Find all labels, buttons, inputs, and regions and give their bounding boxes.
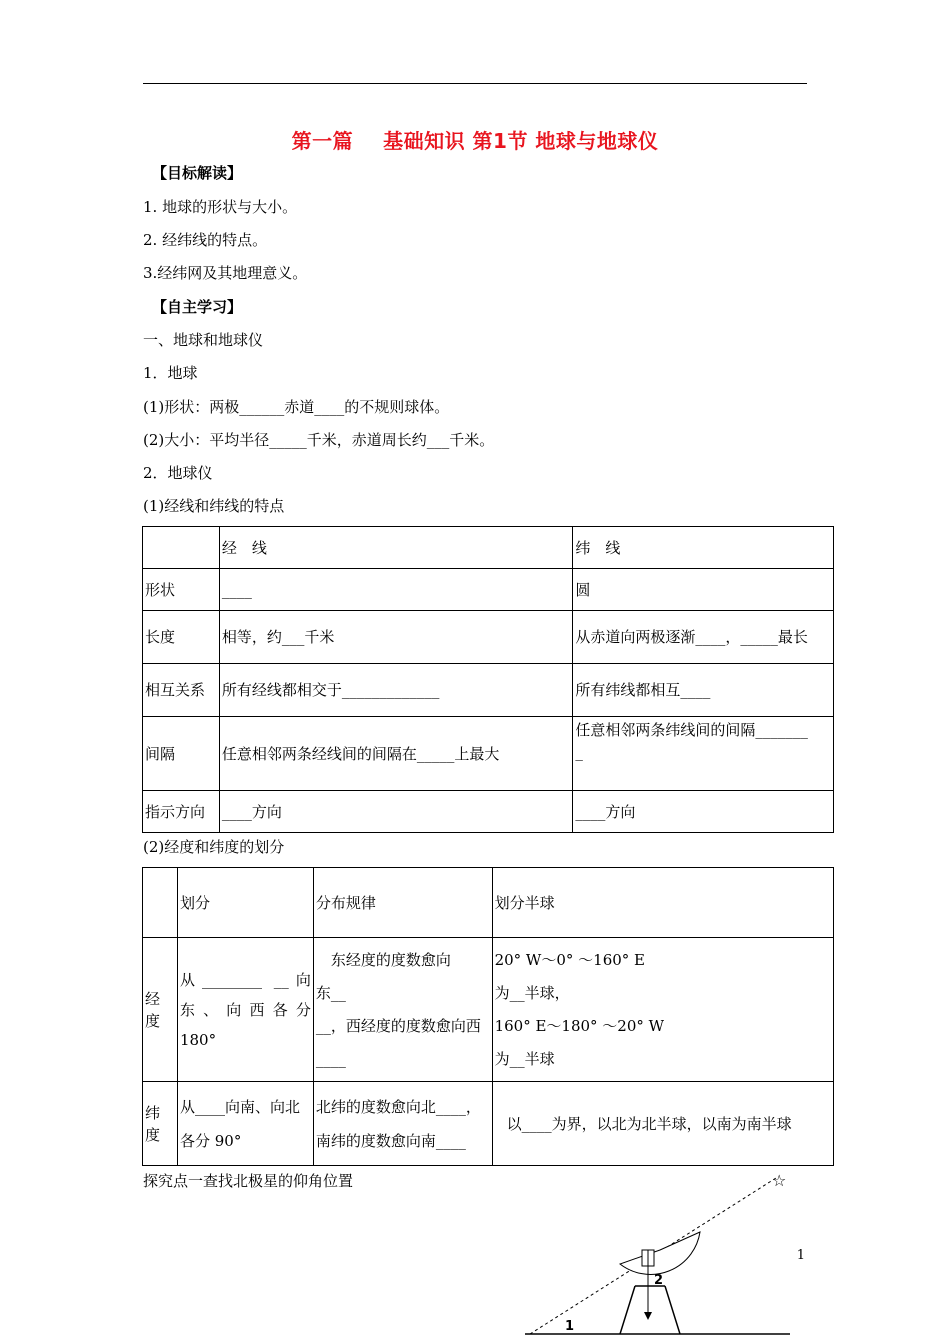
table-cell [143, 527, 220, 569]
table-header-parallel: 纬 线 [573, 527, 834, 569]
plumb-arrow [644, 1312, 652, 1320]
header-rule [143, 83, 807, 84]
table2-caption: (2)经度和纬度的划分 [143, 838, 285, 856]
latitude-pattern [313, 1082, 492, 1166]
cell-line: 南纬的度数愈向南____ [315, 1131, 466, 1150]
meridian-parallel-table [142, 526, 834, 833]
page-number: 1 [796, 1248, 805, 1263]
cell-line: __，西经度的度数愈向西 [315, 1016, 481, 1035]
cell-line: 160° E～180° ～20° W [494, 1016, 665, 1035]
table-cell [143, 868, 178, 938]
tripod-leg [620, 1286, 635, 1334]
table-row [143, 791, 834, 833]
longitude-pattern [313, 938, 492, 1082]
self-study-heading: 【自主学习】 [152, 298, 243, 316]
cell-line: 各分 90° [179, 1131, 242, 1150]
latitude-division [177, 1082, 313, 1166]
meridian-cell: 任意相邻两条经线间的间隔在_____上最大 [219, 717, 573, 791]
cell-line: 北纬的度数愈向北____， [315, 1097, 481, 1116]
parallel-cell: 从赤道向两极逐渐____，_____最长 [573, 611, 834, 664]
parallel-cell-line: _ [575, 743, 583, 761]
globe-heading: 2．地球仪 [143, 464, 213, 482]
angle-label-2: 2 [654, 1273, 664, 1288]
meridian-cell: ____ [219, 569, 573, 611]
table-row [143, 717, 834, 791]
polaris-elevation-diagram [510, 1168, 810, 1338]
table-row [143, 1082, 834, 1166]
row-label: 指示方向 [143, 791, 220, 833]
objective-item: 2. 经纬线的特点。 [143, 231, 268, 249]
table-row [143, 664, 834, 717]
table-header-pattern: 分布规律 [313, 868, 492, 938]
table-row [143, 569, 834, 611]
parallel-cell: 所有纬线都相互____ [573, 664, 834, 717]
title-section: 基础知识 第1节 地球与地球仪 [383, 129, 659, 153]
size-question: (2)大小：平均半径_____千米，赤道周长约___千米。 [143, 431, 495, 449]
parallel-cell-line: 任意相邻两条纬线间的间隔_______ [575, 721, 808, 739]
angle-label-1: 1 [565, 1319, 575, 1334]
table-header-division: 划分 [177, 868, 313, 938]
objective-item: 1. 地球的形状与大小。 [143, 198, 298, 216]
parallel-cell [573, 717, 834, 791]
star-icon: ☆ [772, 1171, 787, 1190]
row-label: 形状 [143, 569, 220, 611]
protractor [620, 1232, 700, 1274]
tripod-leg [665, 1286, 680, 1334]
table-row [143, 527, 834, 569]
cell-line: 20° W～0° ～160° E [494, 950, 645, 969]
cell-line: 从____向南、向北 [179, 1097, 300, 1116]
row-label: 长度 [143, 611, 220, 664]
objectives-heading: 【目标解读】 [152, 164, 243, 182]
page-title [0, 125, 950, 154]
cell-line: 为__半球 [494, 1049, 555, 1068]
meridian-cell: 相等，约___千米 [219, 611, 573, 664]
table-row [143, 868, 834, 938]
longitude-division [177, 938, 313, 1082]
table-row [143, 938, 834, 1082]
table-header-hemisphere: 划分半球 [492, 868, 833, 938]
parallel-cell: ____方向 [573, 791, 834, 833]
section-one-heading: 一、地球和地球仪 [143, 331, 264, 349]
row-label: 纬度 [143, 1082, 178, 1166]
table-header-meridian: 经 线 [219, 527, 573, 569]
meridian-cell: ____方向 [219, 791, 573, 833]
earth-heading: 1．地球 [143, 364, 198, 382]
cell-line: 东__ [315, 983, 346, 1002]
longitude-latitude-table [142, 867, 834, 1166]
latitude-hemisphere: 以____为界，以北为北半球，以南为南半球 [492, 1082, 833, 1166]
table-row [143, 611, 834, 664]
parallel-cell: 圆 [573, 569, 834, 611]
cell-line: 东经度的度数愈向 [315, 950, 451, 969]
cell-line: 东 、 向 西 各 分 [179, 1000, 311, 1019]
shape-question: (1)形状：两极______赤道____的不规则球体。 [143, 398, 450, 416]
explore-heading: 探究点一查找北极星的仰角位置 [143, 1172, 354, 1190]
cell-line: 从________ __向 [179, 970, 311, 989]
cell-line: 180° [179, 1030, 217, 1049]
cell-line: ____ [315, 1049, 346, 1068]
meridian-cell: 所有经线都相交于_____________ [219, 664, 573, 717]
objective-item: 3.经纬网及其地理意义。 [143, 264, 308, 282]
table1-caption: (1)经线和纬线的特点 [143, 497, 285, 515]
longitude-hemisphere [492, 938, 833, 1082]
row-label: 经度 [143, 938, 178, 1082]
cell-line: 为__半球， [494, 983, 570, 1002]
title-part: 第一篇 [291, 129, 354, 153]
row-label: 相互关系 [143, 664, 220, 717]
row-label: 间隔 [143, 717, 220, 791]
